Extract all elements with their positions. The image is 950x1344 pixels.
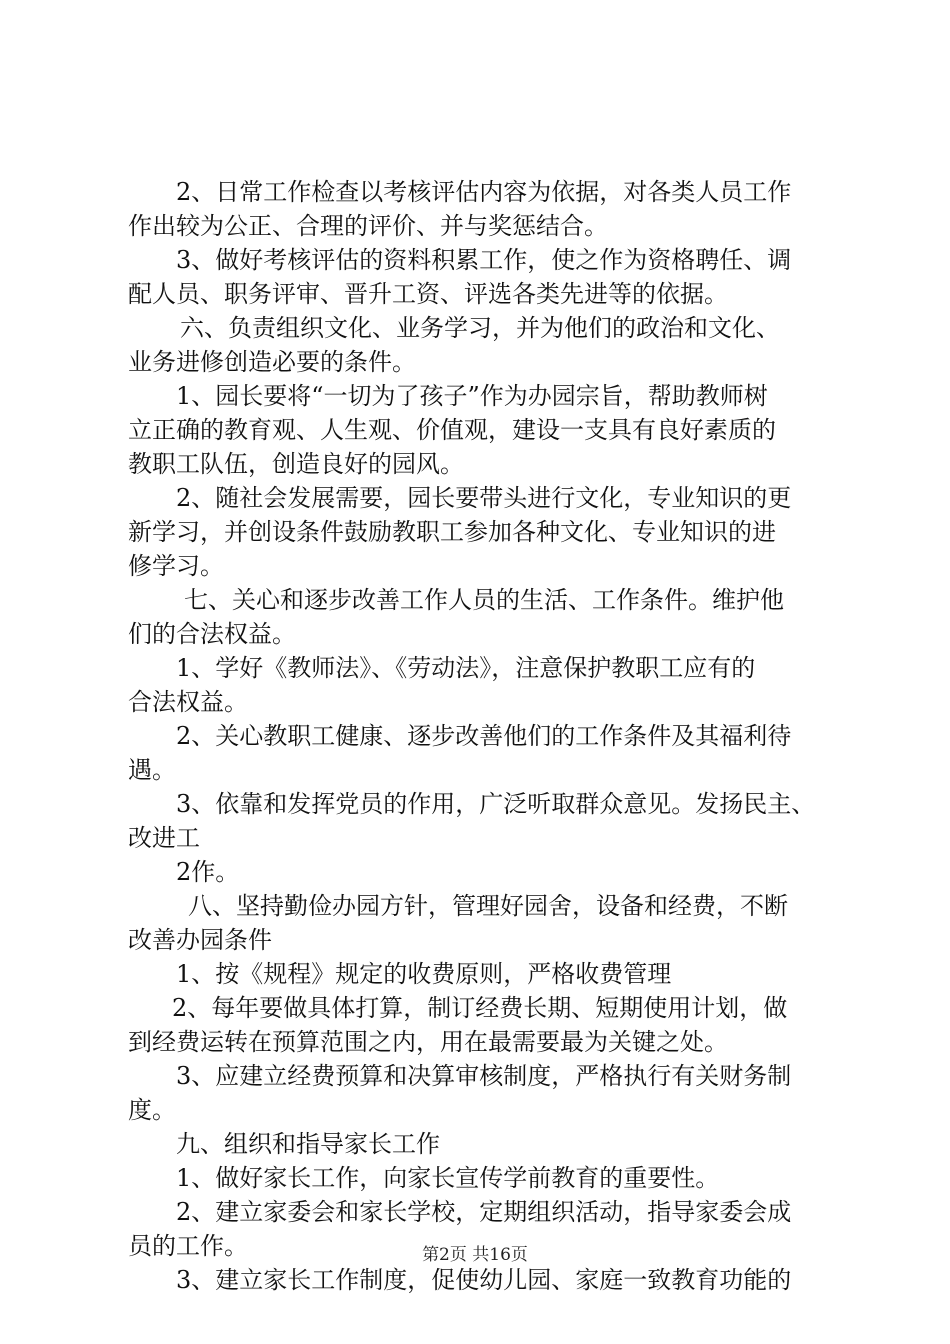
text-line: 七、关心和逐步改善工作人员的生活、工作条件。维护他 [184, 586, 784, 614]
document-body [128, 175, 840, 1297]
text-line: 2、每年要做具体打算，制订经费长期、短期使用计划，做 [172, 994, 788, 1022]
text-line: 2、建立家委会和家长学校，定期组织活动，指导家委会成 [176, 1198, 792, 1226]
text-line: 1、做好家长工作，向家长宣传学前教育的重要性。 [176, 1164, 720, 1192]
text-line: 六、负责组织文化、业务学习，并为他们的政治和文化、 [180, 314, 780, 342]
text-line: 改善办园条件 [128, 926, 272, 954]
text-line: 2作。 [176, 858, 240, 886]
text-line: 立正确的教育观、人生观、价值观，建设一支具有良好素质的 [128, 416, 776, 444]
text-line: 2、关心教职工健康、逐步改善他们的工作条件及其福利待 [176, 722, 792, 750]
text-line: 新学习，并创设条件鼓励教职工参加各种文化、专业知识的进 [128, 518, 776, 546]
text-line: 3、做好考核评估的资料积累工作，使之作为资格聘任、调 [176, 246, 792, 274]
text-line: 1、按《规程》规定的收费原则，严格收费管理 [176, 960, 672, 988]
text-line: 到经费运转在预算范围之内，用在最需要最为关键之处。 [128, 1028, 728, 1056]
text-line: 教职工队伍，创造良好的园风。 [128, 450, 464, 478]
text-line: 2、随社会发展需要，园长要带头进行文化，专业知识的更 [176, 484, 792, 512]
text-line: 八、坚持勤俭办园方针，管理好园舍，设备和经费，不断 [188, 892, 788, 920]
text-line: 业务进修创造必要的条件。 [128, 348, 416, 376]
text-line: 修学习。 [128, 552, 224, 580]
text-line: 1、学好《教师法》、《劳动法》，注意保护教职工应有的 [176, 654, 756, 682]
text-line: 2、日常工作检查以考核评估内容为依据，对各类人员工作 [176, 178, 792, 206]
text-line: 3、应建立经费预算和决算审核制度，严格执行有关财务制 [176, 1062, 792, 1090]
text-line: 九、组织和指导家长工作 [176, 1130, 440, 1158]
page-number-footer: 第2页 共16页 [422, 1245, 528, 1265]
text-line: 1、园长要将“一切为了孩子”作为办园宗旨，帮助教师树 [176, 382, 768, 410]
text-line: 度。 [128, 1096, 176, 1124]
text-line: 们的合法权益。 [128, 620, 296, 648]
text-line: 3、建立家长工作制度，促使幼儿园、家庭一致教育功能的 [176, 1266, 792, 1294]
text-line: 改进工 [128, 824, 200, 852]
text-line: 合法权益。 [128, 688, 248, 716]
text-line: 作出较为公正、合理的评价、并与奖惩结合。 [128, 212, 608, 240]
text-line: 员的工作。 [128, 1232, 248, 1260]
text-line: 遇。 [128, 756, 176, 784]
text-line: 配人员、职务评审、晋升工资、评选各类先进等的依据。 [128, 280, 728, 308]
text-line: 3、依靠和发挥党员的作用，广泛听取群众意见。发扬民主、 [176, 790, 816, 818]
